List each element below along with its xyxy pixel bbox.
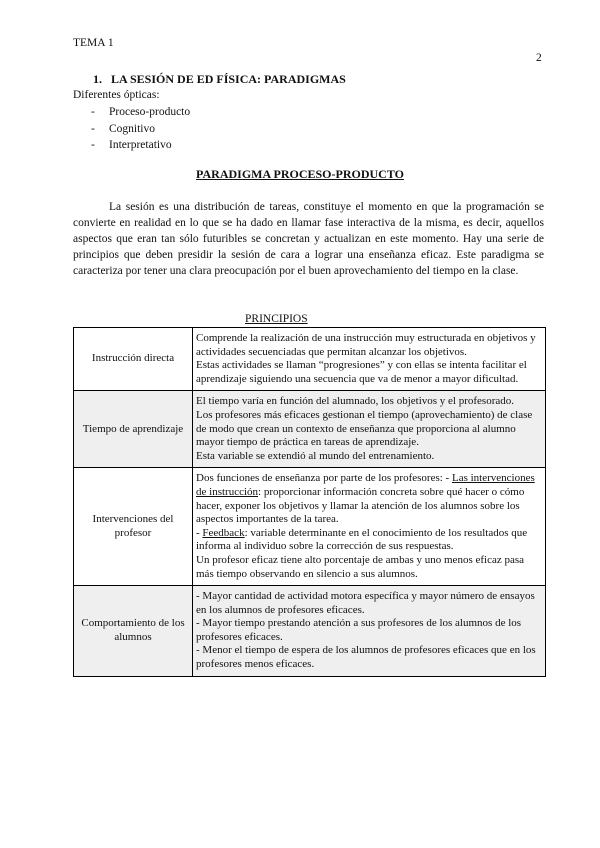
- table-row: [74, 586, 546, 677]
- bullet: -: [91, 139, 95, 151]
- underlined-term: Feedback: [202, 526, 245, 539]
- cell-line: Esta variable se extendió al mundo del entrenamiento.: [196, 449, 435, 462]
- paradigm-title: PARADIGMA PROCESO-PRODUCTO: [196, 167, 404, 181]
- cell-line: - Mayor tiempo prestando atención a sus profesores de los alumnos de los profesores eficaces.: [196, 617, 522, 643]
- cell-text: Dos funciones de enseñanza por parte de los profesores: -: [196, 472, 452, 485]
- cell-text: -: [196, 526, 203, 539]
- table-row: [74, 468, 546, 586]
- cell-line: El tiempo varía en función del alumnado, los objetivos y el profesorado.: [196, 395, 515, 408]
- list-item: [91, 104, 190, 121]
- list-item-text: Interpretativo: [109, 139, 172, 151]
- section-title: LA SESIÓN DE ED FÍSICA: PARADIGMAS: [111, 72, 346, 86]
- row-content: [193, 468, 546, 586]
- principles-table: [73, 327, 546, 677]
- underlined-term: Las intervenciones de instrucción: [196, 472, 535, 498]
- cell-line: [196, 472, 542, 526]
- section-heading: [93, 72, 346, 87]
- list-item: [91, 137, 190, 154]
- row-label: Comportamiento de los alumnos: [74, 586, 193, 677]
- list-item: [91, 121, 190, 138]
- list-item-text: Proceso-producto: [109, 106, 191, 118]
- row-content: [193, 328, 546, 391]
- table-row: [74, 328, 546, 391]
- page-number: 2: [536, 52, 542, 64]
- cell-line: [196, 527, 542, 554]
- cell-line: - Menor el tiempo de espera de los alumnos de profesores eficaces que en los profesores menos eficaces.: [196, 644, 536, 671]
- cell-line: Estas actividades se llaman “progresiones” y con ellas se intenta facilitar el aprendizaje siguiendo una secuencia que va de menor a mayor dificultad.: [196, 359, 527, 385]
- list-item-text: Cognitivo: [109, 122, 156, 135]
- principles-title: PRINCIPIOS: [245, 313, 308, 325]
- optics-list: [91, 104, 190, 154]
- intro-paragraph: La sesión es una distribución de tareas, constituye el momento en que la programación se convierte en realidad en lo que se ha dado en llamar fase interactiva de la misma, es decir, aquellos aspectos que eran tan sólo futuribles se concretan y actualizan en este momento. Hay una serie de principios que deben presidir la sesión de cara a lograr una enseñanza eficaz. Este paradigma se caracteriza por tener una clara preocupación por el buen aprovechamiento del tiempo en la clase.: [73, 201, 544, 278]
- cell-line: Los profesores más eficaces gestionan el tiempo (aprovechamiento) de clase de modo que crean un contexto de enseñanza que proporciona al alumno mayor tiempo de práctica en tareas de aprendizaje.: [196, 408, 533, 449]
- table-row: [74, 391, 546, 468]
- bullet: -: [91, 122, 95, 135]
- bullet: -: [91, 106, 95, 118]
- cell-line: Un profesor eficaz tiene alto porcentaje de ambas y uno menos eficaz pasa más tiempo observando en silencio a sus alumnos.: [196, 553, 525, 580]
- cell-line: - Mayor cantidad de actividad motora específica y mayor número de ensayos en los alumnos de profesores eficaces.: [196, 590, 535, 616]
- cell-text: : proporcionar información concreta sobre qué hacer o cómo hacer, exponer los objetivos y llamar la atención de los alumnos sobre los aspectos importantes de la tarea.: [196, 485, 525, 526]
- section-number: 1.: [93, 72, 102, 86]
- section-subtitle: Diferentes ópticas:: [73, 89, 160, 101]
- row-label: Tiempo de aprendizaje: [74, 391, 193, 468]
- row-label: Instrucción directa: [74, 328, 193, 391]
- row-content: [193, 391, 546, 468]
- row-content: [193, 586, 546, 677]
- header-title: TEMA 1: [73, 37, 114, 49]
- cell-text: : variable determinante en el conocimiento de los resultados que informa al individuo sobre la corrección de sus respuestas.: [196, 526, 528, 553]
- row-label: Intervenciones del profesor: [74, 468, 193, 586]
- cell-line: Comprende la realización de una instrucción muy estructurada en objetivos y actividades secuenciadas que permitan alcanzar los objetivos.: [196, 332, 536, 358]
